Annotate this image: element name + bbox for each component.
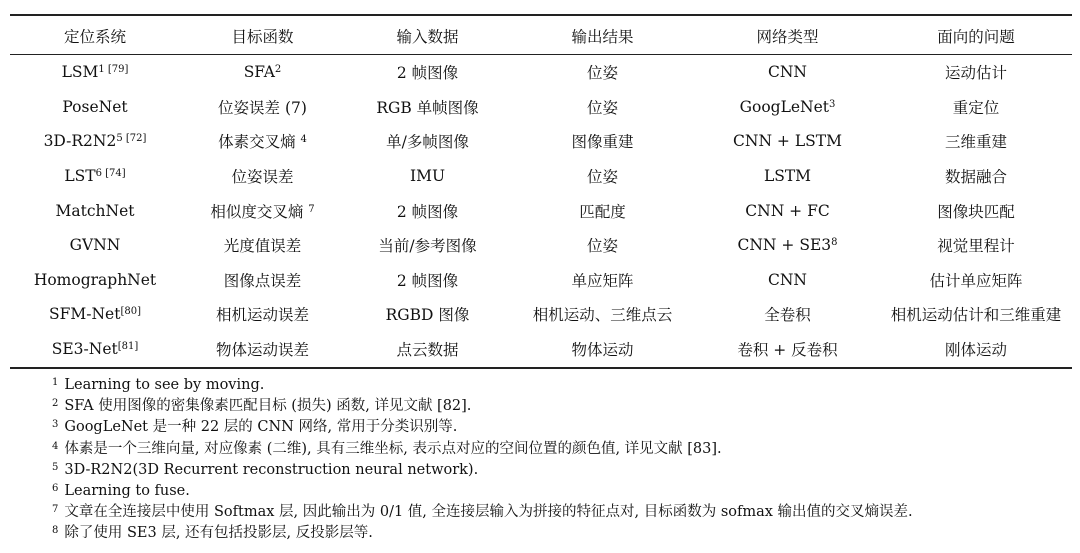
- cell-superscript: [81]: [117, 341, 139, 353]
- footnote: [52, 396, 913, 417]
- table-row: [10, 193, 1072, 228]
- cell-superscript: 4: [300, 134, 307, 146]
- column-header: 目标函数: [231, 27, 294, 46]
- table-body: [10, 55, 1072, 366]
- footnote-mark: 1: [52, 377, 59, 388]
- table-cell: [180, 90, 345, 125]
- cell-text: CNN: [768, 270, 807, 289]
- table-cell: [180, 297, 345, 332]
- table-cell: [510, 90, 695, 125]
- cell-text: IMU: [409, 167, 446, 186]
- cell-text: 单应矩阵: [571, 271, 634, 290]
- cell-text: 相机运动、三维点云: [532, 306, 673, 325]
- table-cell: [695, 193, 880, 228]
- table-cell: [10, 193, 180, 228]
- table-cell: [10, 263, 180, 298]
- table-cell: [880, 159, 1072, 194]
- table-cell: [345, 90, 510, 125]
- table-cell: [10, 124, 180, 159]
- table-cell: [510, 228, 695, 263]
- cell-text: CNN: [768, 63, 807, 82]
- table-cell: [510, 193, 695, 228]
- table-cell: [695, 297, 880, 332]
- comparison-table: [10, 16, 1072, 366]
- footnote: [52, 417, 913, 438]
- cell-text: 估计单应矩阵: [929, 271, 1023, 290]
- cell-text: 体素交叉熵: [218, 133, 301, 152]
- table-cell: [10, 332, 180, 367]
- footnote-text: 体素是一个三维向量, 对应像素 (二维), 具有三维坐标, 表示点对应的空间位置的颜色值, 详见文献 [83].: [64, 440, 722, 457]
- table-cell: [510, 332, 695, 367]
- table-row: [10, 124, 1072, 159]
- bottom-rule: [10, 367, 1072, 369]
- footnote: [52, 523, 913, 544]
- cell-text: RGB 单帧图像: [376, 98, 479, 117]
- footnotes: [52, 375, 913, 545]
- cell-text: 位姿: [586, 168, 618, 187]
- footnote-text: GoogLeNet 是一种 22 层的 CNN 网络, 常用于分类识别等.: [64, 419, 458, 436]
- column-header: 定位系统: [63, 27, 126, 46]
- cell-text: 2 帧图像: [396, 202, 459, 221]
- table-cell: [695, 263, 880, 298]
- cell-superscript: [80]: [120, 306, 141, 318]
- footnote-text: 文章在全连接层中使用 Softmax 层, 因此输出为 0/1 值, 全连接层输入为拼接的特征点对, 目标函数为 sofmax 输出值的交叉熵误差.: [64, 504, 913, 521]
- table-cell: [510, 124, 695, 159]
- table-cell: [510, 55, 695, 90]
- cell-text: 图像块匹配: [937, 202, 1015, 221]
- table-cell: [510, 159, 695, 194]
- table-cell: [880, 193, 1072, 228]
- table-cell: [345, 332, 510, 367]
- cell-text: 单/多帧图像: [386, 133, 469, 152]
- footnote-mark: 2: [52, 398, 59, 410]
- footnote-mark: 4: [52, 440, 59, 452]
- table-row: [10, 159, 1072, 194]
- cell-text: 相机运动误差: [215, 306, 309, 325]
- table-cell: [180, 193, 345, 228]
- column-header: 网络类型: [756, 27, 819, 46]
- cell-text: 刚体运动: [944, 341, 1007, 360]
- table-cell: [10, 55, 180, 90]
- table-row: [10, 55, 1072, 90]
- cell-text: SFM-Net: [49, 305, 121, 324]
- cell-text: 位姿: [586, 98, 618, 117]
- column-header: 面向的问题: [937, 27, 1015, 46]
- table-row: [10, 332, 1072, 367]
- cell-text: PoseNet: [62, 97, 128, 116]
- cell-text: 位姿误差 (7): [218, 98, 307, 117]
- table-cell: [880, 90, 1072, 125]
- cell-text: 位姿: [586, 237, 618, 256]
- cell-text: 卷积 + 反卷积: [737, 341, 838, 360]
- table-cell: [880, 297, 1072, 332]
- table-cell: [880, 332, 1072, 367]
- cell-text: CNN + LSTM: [733, 132, 842, 151]
- cell-text: LST: [64, 167, 96, 186]
- cell-text: 位姿误差: [231, 168, 294, 187]
- cell-text: 2 帧图像: [396, 271, 459, 290]
- cell-text: 匹配度: [579, 202, 626, 221]
- cell-text: SE3-Net: [51, 340, 118, 359]
- cell-text: 相机运动估计和三维重建: [890, 306, 1062, 325]
- table-cell: [180, 55, 345, 90]
- table-cell: [510, 263, 695, 298]
- footnote: [52, 375, 913, 396]
- cell-text: 当前/参考图像: [378, 237, 477, 256]
- footnote-text: 3D-R2N2(3D Recurrent reconstruction neural network).: [64, 461, 479, 478]
- cell-text: 重定位: [952, 98, 1000, 117]
- table-cell: [695, 159, 880, 194]
- cell-text: 视觉里程计: [937, 237, 1015, 256]
- table-cell: [180, 159, 345, 194]
- cell-text: 2 帧图像: [396, 64, 459, 83]
- cell-superscript: 5 [72]: [116, 133, 147, 145]
- column-header: 输出结果: [571, 27, 634, 46]
- table-cell: [695, 55, 880, 90]
- footnote: [52, 460, 913, 481]
- column-header: 输入数据: [396, 27, 459, 46]
- table-header-row: [10, 16, 1072, 55]
- cell-text: 图像点误差: [223, 271, 302, 290]
- table-cell: [345, 228, 510, 263]
- cell-text: 物体运动误差: [215, 341, 309, 360]
- table-cell: [180, 332, 345, 367]
- cell-superscript: 6 [74]: [95, 168, 126, 180]
- footnote: [52, 481, 913, 502]
- cell-text: 数据融合: [944, 168, 1007, 187]
- table-cell: [695, 332, 880, 367]
- cell-text: 光度值误差: [223, 237, 302, 256]
- table-cell: [510, 297, 695, 332]
- cell-text: CNN + FC: [745, 201, 830, 220]
- table-cell: [10, 90, 180, 125]
- footnote-mark: 7: [52, 504, 59, 516]
- cell-superscript: 3: [829, 98, 836, 110]
- footnote: [52, 439, 913, 460]
- cell-text: RGBD 图像: [385, 306, 470, 325]
- cell-text: SFA: [243, 63, 275, 82]
- table-cell: [880, 228, 1072, 263]
- cell-superscript: 8: [831, 237, 838, 249]
- table-cell: [345, 297, 510, 332]
- cell-superscript: 1 [79]: [98, 64, 129, 76]
- cell-text: LSM: [61, 63, 99, 82]
- cell-text: MatchNet: [55, 201, 135, 220]
- cell-text: 相似度交叉熵: [210, 202, 309, 221]
- footnote: [52, 502, 913, 523]
- cell-superscript: 7: [308, 203, 315, 215]
- cell-text: 运动估计: [944, 64, 1007, 83]
- footnote-text: SFA 使用图像的密集像素匹配目标 (损失) 函数, 详见文献 [82].: [64, 398, 472, 415]
- table-cell: [10, 228, 180, 263]
- cell-text: 物体运动: [571, 341, 634, 360]
- cell-superscript: 2: [274, 64, 282, 76]
- table-cell: [180, 124, 345, 159]
- table-cell: [10, 297, 180, 332]
- table-cell: [695, 228, 880, 263]
- cell-text: 图像重建: [571, 133, 634, 152]
- table-cell: [695, 90, 880, 125]
- cell-text: HomographNet: [33, 270, 157, 289]
- table-cell: [180, 263, 345, 298]
- cell-text: 全卷积: [764, 306, 811, 325]
- table-cell: [695, 124, 880, 159]
- table-cell: [345, 263, 510, 298]
- table-row: [10, 90, 1072, 125]
- table-cell: [10, 159, 180, 194]
- cell-text: CNN + SE3: [737, 236, 832, 255]
- footnote-mark: 3: [52, 419, 59, 431]
- table-cell: [345, 159, 510, 194]
- table-cell: [880, 263, 1072, 298]
- cell-text: 点云数据: [396, 341, 459, 360]
- footnote-mark: 6: [52, 483, 59, 495]
- cell-text: 位姿: [586, 64, 618, 83]
- footnote-text: 除了使用 SE3 层, 还有包括投影层, 反投影层等.: [64, 525, 373, 542]
- cell-text: 三维重建: [944, 133, 1007, 152]
- footnote-mark: 5: [52, 461, 59, 473]
- table-cell: [345, 193, 510, 228]
- footnote-text: Learning to see by moving.: [64, 377, 265, 393]
- table-cell: [880, 124, 1072, 159]
- cell-text: GoogLeNet: [739, 97, 830, 116]
- table-row: [10, 228, 1072, 263]
- cell-text: 3D-R2N2: [43, 132, 117, 151]
- table-row: [10, 263, 1072, 298]
- table-cell: [345, 124, 510, 159]
- footnote-mark: 8: [52, 525, 59, 537]
- cell-text: GVNN: [69, 236, 121, 255]
- footnote-text: Learning to fuse.: [64, 483, 190, 500]
- cell-text: LSTM: [763, 167, 812, 186]
- table-cell: [345, 55, 510, 90]
- table-cell: [880, 55, 1072, 90]
- table-cell: [180, 228, 345, 263]
- table-row: [10, 297, 1072, 332]
